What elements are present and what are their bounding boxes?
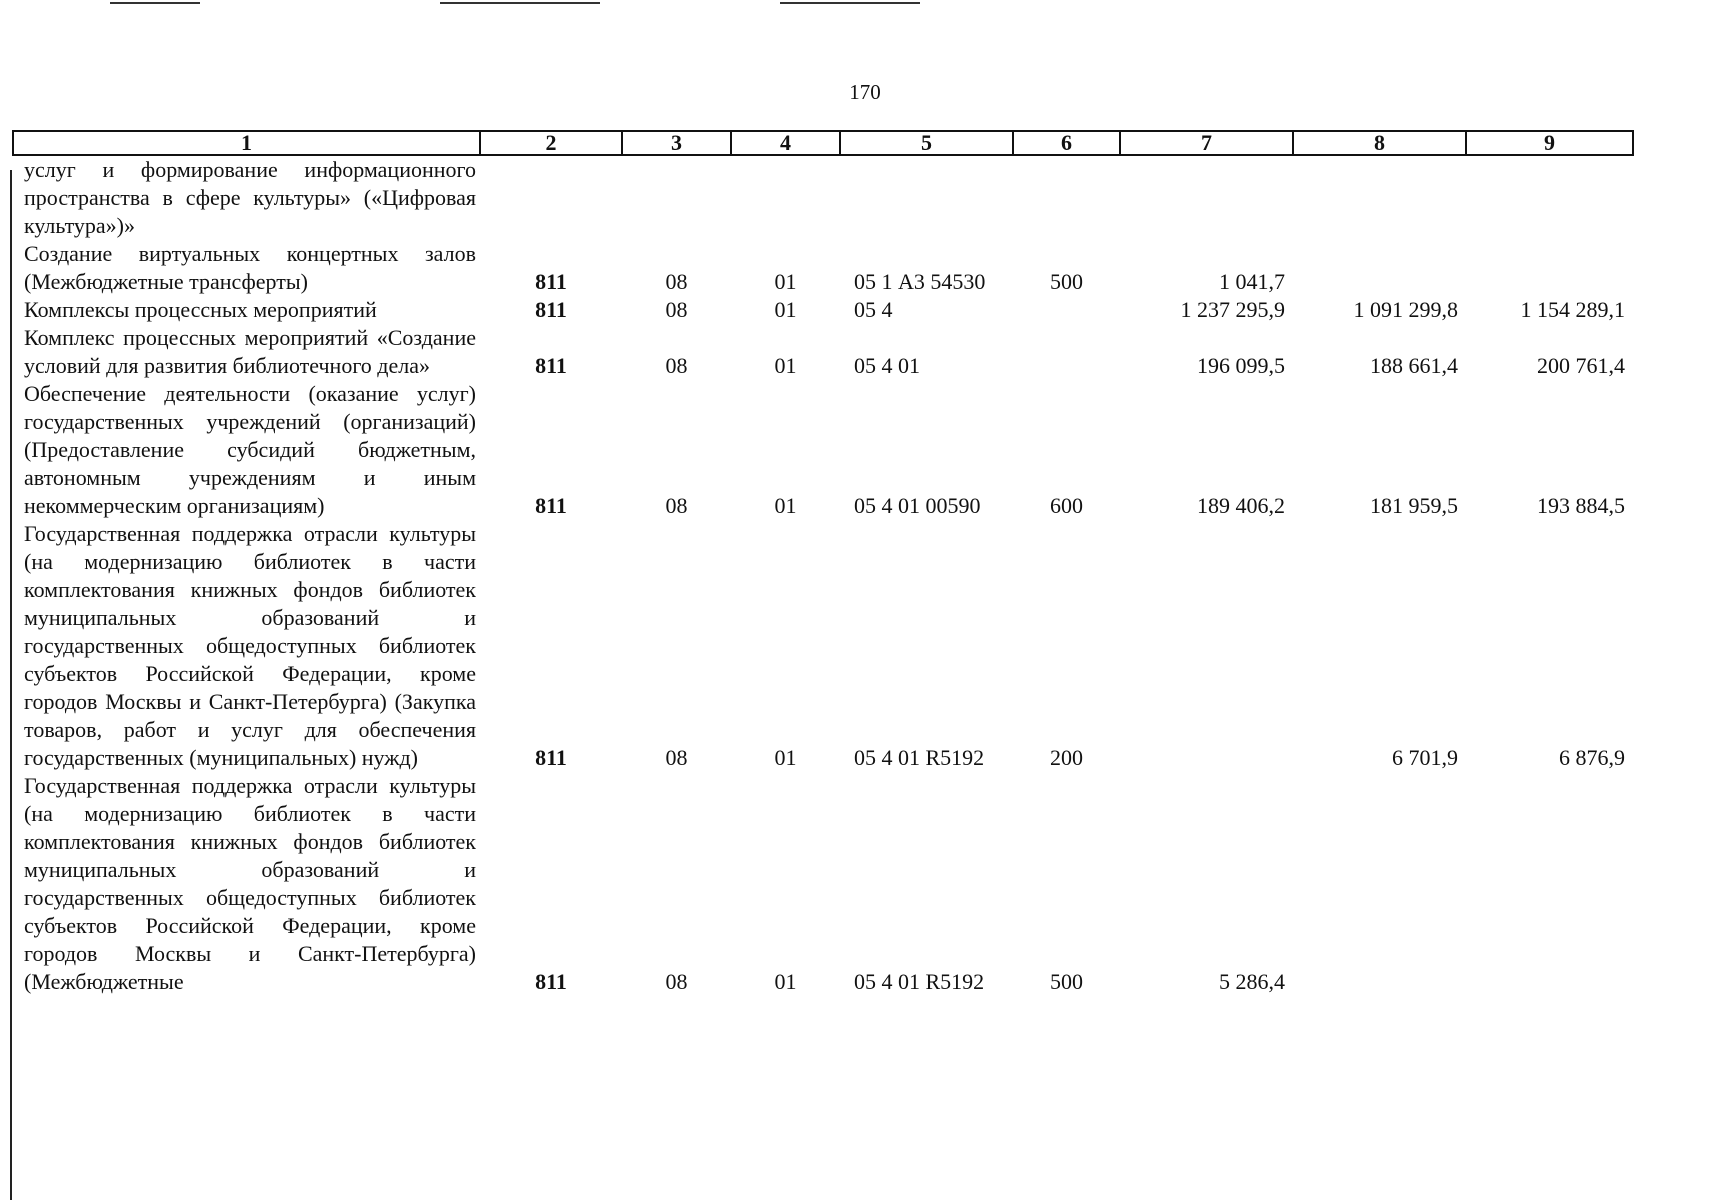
row-description: услуг и формирование информационного пространства в сфере культуры» («Цифровая культура»)» <box>24 157 476 238</box>
column-header: 8 <box>1293 131 1466 155</box>
section-code-cell <box>622 155 731 240</box>
subsection-code-cell: 01 <box>774 297 797 322</box>
row-description: Обеспечение деятельности (оказание услуг) государственных учреждений (организаций) (Предоставление субсидий бюджетным, автономным учреждениям и иным некоммерческим организациям) <box>24 381 476 518</box>
table-row <box>13 240 1633 296</box>
page-number: 170 <box>849 80 881 104</box>
target-article-cell <box>840 155 1013 240</box>
amount-col7-cell: 5 286,4 <box>1219 969 1285 994</box>
subsection-code-cell: 01 <box>774 745 797 770</box>
ministry-code-cell: 811 <box>535 269 567 294</box>
column-header: 4 <box>731 131 840 155</box>
subsection-code-cell: 01 <box>774 969 797 994</box>
amount-col7-cell <box>1120 520 1293 772</box>
ministry-code-cell <box>480 155 622 240</box>
amount-col7-cell: 1 237 295,9 <box>1180 297 1285 322</box>
expense-type-cell <box>1013 296 1120 324</box>
amount-col7-cell <box>1120 155 1293 240</box>
column-header: 3 <box>622 131 731 155</box>
amount-col8-cell: 1 091 299,8 <box>1353 297 1458 322</box>
amount-col9-cell <box>1466 240 1633 296</box>
amount-col8-cell <box>1293 772 1466 996</box>
scan-mark <box>440 2 600 4</box>
row-description: Комплекс процессных мероприятий «Создание условий для развития библиотечного дела» <box>24 325 476 378</box>
amount-col9-cell <box>1466 155 1633 240</box>
ministry-code-cell: 811 <box>535 297 567 322</box>
expense-type-cell: 500 <box>1050 969 1083 994</box>
amount-col9-cell: 193 884,5 <box>1537 493 1625 518</box>
subsection-code-cell: 01 <box>774 493 797 518</box>
column-header: 2 <box>480 131 622 155</box>
target-article-cell: 05 4 01 <box>854 353 920 378</box>
section-code-cell: 08 <box>665 969 688 994</box>
section-code-cell: 08 <box>665 269 688 294</box>
row-description: Государственная поддержка отрасли культуры (на модернизацию библиотек в части комплектования книжных фондов библиотек муниципальных образований и государственных общедоступных библиотек субъектов Российской Федерации, кроме городов Москвы и Санкт-Петербурга) (Межбюджетные <box>24 773 476 994</box>
ministry-code-cell: 811 <box>535 493 567 518</box>
table-header-row <box>13 131 1633 155</box>
amount-col9-cell: 1 154 289,1 <box>1520 297 1625 322</box>
subsection-code-cell: 01 <box>774 269 797 294</box>
scan-mark <box>110 2 200 4</box>
target-article-cell: 05 1 А3 54530 <box>854 269 986 294</box>
column-header: 7 <box>1120 131 1293 155</box>
amount-col7-cell: 189 406,2 <box>1197 493 1285 518</box>
budget-table <box>12 130 1634 996</box>
expense-type-cell: 500 <box>1050 269 1083 294</box>
amount-col7-cell: 1 041,7 <box>1219 269 1285 294</box>
expense-type-cell: 200 <box>1050 745 1083 770</box>
column-header: 9 <box>1466 131 1633 155</box>
amount-col7-cell: 196 099,5 <box>1197 353 1285 378</box>
target-article-cell: 05 4 <box>854 297 893 322</box>
row-description: Комплексы процессных мероприятий <box>24 297 377 322</box>
amount-col8-cell <box>1293 155 1466 240</box>
amount-col9-cell: 6 876,9 <box>1559 745 1625 770</box>
table-row <box>13 520 1633 772</box>
section-code-cell: 08 <box>665 493 688 518</box>
amount-col8-cell: 6 701,9 <box>1392 745 1458 770</box>
ministry-code-cell: 811 <box>535 745 567 770</box>
table-row <box>13 324 1633 380</box>
target-article-cell: 05 4 01 R5192 <box>854 969 985 994</box>
target-article-cell: 05 4 01 00590 <box>854 493 981 518</box>
section-code-cell: 08 <box>665 297 688 322</box>
ministry-code-cell: 811 <box>535 353 567 378</box>
section-code-cell: 08 <box>665 353 688 378</box>
subsection-code-cell <box>731 155 840 240</box>
row-description: Создание виртуальных концертных залов (Межбюджетные трансферты) <box>24 241 476 294</box>
expense-type-cell: 600 <box>1050 493 1083 518</box>
amount-col9-cell: 200 761,4 <box>1537 353 1625 378</box>
amount-col8-cell: 188 661,4 <box>1370 353 1458 378</box>
column-header: 5 <box>840 131 1013 155</box>
amount-col8-cell: 181 959,5 <box>1370 493 1458 518</box>
section-code-cell: 08 <box>665 745 688 770</box>
target-article-cell: 05 4 01 R5192 <box>854 745 985 770</box>
subsection-code-cell: 01 <box>774 353 797 378</box>
amount-col9-cell <box>1466 772 1633 996</box>
row-description: Государственная поддержка отрасли культуры (на модернизацию библиотек в части комплектования книжных фондов библиотек муниципальных образований и государственных общедоступных библиотек субъектов Российской Федерации, кроме городов Москвы и Санкт-Петербурга) (Закупка товаров, работ и услуг для обеспечения государственных (муниципальных) нужд) <box>24 521 476 770</box>
column-header: 6 <box>1013 131 1120 155</box>
scan-mark <box>780 2 920 4</box>
amount-col8-cell <box>1293 240 1466 296</box>
expense-type-cell <box>1013 155 1120 240</box>
table-row <box>13 155 1633 240</box>
column-header: 1 <box>13 131 480 155</box>
ministry-code-cell: 811 <box>535 969 567 994</box>
table-row <box>13 772 1633 996</box>
table-row <box>13 380 1633 520</box>
expense-type-cell <box>1013 324 1120 380</box>
table-row <box>13 296 1633 324</box>
